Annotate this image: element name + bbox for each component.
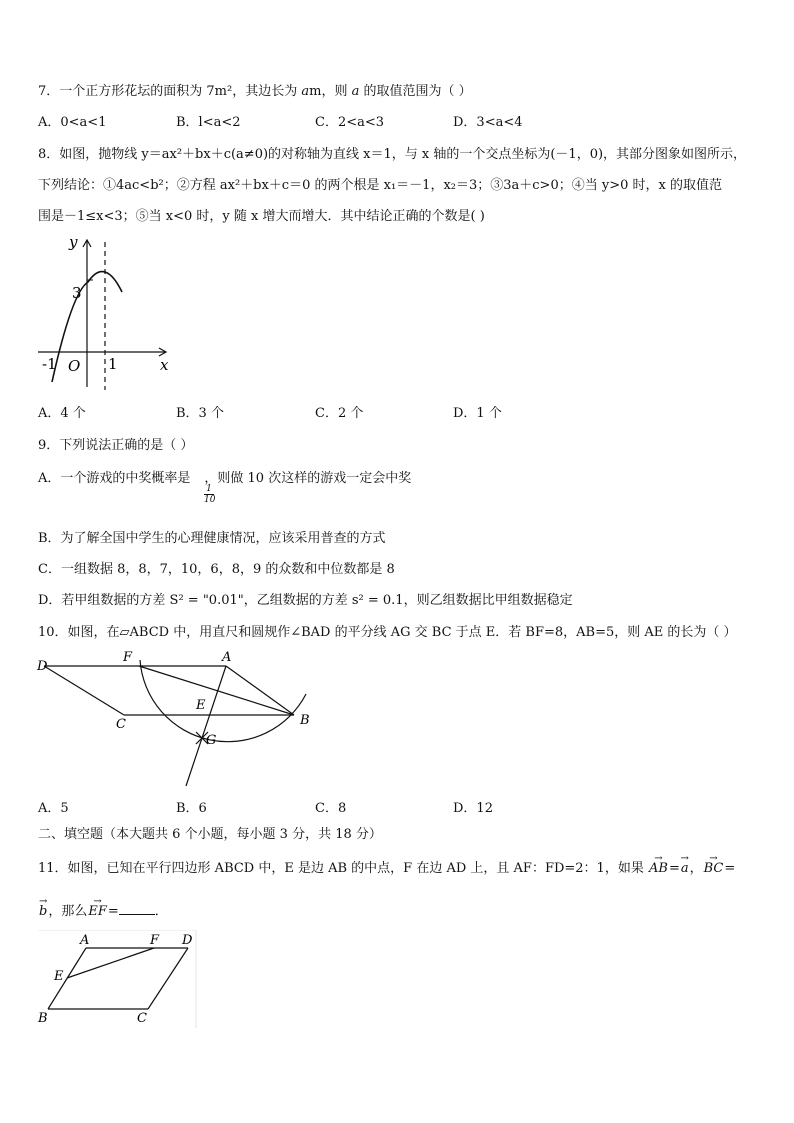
q8-stem-line1: 8．如图，抛物线 y＝ax²＋bx＋c(a≠0)的对称轴为直线 x＝1，与 x 轴的一个交点坐标为(－1，0)，其部分图象如图所示， (38, 147, 747, 162)
q8-stem-line2: 下列结论：①4ac<b²；②方程 ax²＋bx＋c＝0 的两个根是 x₁＝－1，x₂＝3；③3a＋c>0；④当 y>0 时，x 的取值范 (38, 178, 722, 193)
q8-option-c: C．2 个 (315, 406, 364, 421)
q9-option-a: A．一个游戏的中奖概率是 ，则做 10 次这样的游戏一定会中奖 (38, 471, 412, 486)
label-A: A (222, 650, 232, 665)
q8-option-b: B．3 个 (176, 406, 224, 421)
label-F: F (150, 933, 160, 948)
side-DC (44, 666, 124, 715)
q10-option-b: B．6 (176, 801, 207, 816)
q9-option-d: D．若甲组数据的方差 S² = "0.01"，乙组数据的方差 s² = 0.1，则乙组数据比甲组数据稳定 (38, 593, 573, 608)
q9-stem: 9．下列说法正确的是（ ） (38, 438, 194, 453)
q8-parabola-figure (38, 232, 178, 392)
fraction-numerator: 1 (206, 484, 212, 494)
section-heading: 二、填空题（本大题共 6 个小题，每小题 3 分，共 18 分） (38, 827, 382, 842)
vector-EF: → EF (87, 903, 108, 921)
q7-option-b: B．l<a<2 (176, 115, 241, 130)
label-C: C (137, 1011, 147, 1026)
label-three: 3 (72, 284, 82, 302)
label-E: E (54, 969, 64, 984)
q10-option-c: C．8 (315, 801, 347, 816)
q7-option-a: A．0<a<1 (38, 115, 107, 130)
label-neg-one: -1 (42, 355, 57, 373)
q10-stem: 10．如图，在▱ABCD 中，用直尺和圆规作∠BAD 的平分线 AG 交 BC 于点 E．若 BF=8，AB=5，则 AE 的长为（ ） (38, 625, 737, 640)
vector-a: → a (680, 860, 690, 878)
side-DC (148, 948, 188, 1009)
label-D: D (182, 933, 193, 948)
q8-stem-line3: 围是－1≤x<3；⑤当 x<0 时，y 随 x 增大而增大．其中结论正确的个数是( ) (38, 209, 485, 224)
label-one: 1 (108, 355, 118, 373)
q11-parallelogram-figure (36, 930, 201, 1030)
segment-FB (139, 666, 294, 715)
label-y: y (69, 233, 78, 251)
label-B: B (300, 713, 310, 728)
side-AB (226, 666, 294, 715)
q7-option-c: C．2<a<3 (315, 115, 385, 130)
vector-b: → b (38, 903, 48, 921)
q10-parallelogram-figure (36, 646, 316, 791)
fraction-denominator: 10 (204, 495, 216, 505)
q7-option-d: D．3<a<4 (453, 115, 523, 130)
answer-blank[interactable] (119, 902, 155, 915)
label-E: E (196, 698, 206, 713)
q9-fraction (204, 484, 214, 505)
q11-stem-line2: → b，那么→ EF= ． (38, 902, 168, 921)
label-A: A (80, 933, 90, 948)
compass-arc (140, 660, 306, 742)
q9-option-b: B．为了解全国中学生的心理健康情况，应该采用普查的方式 (38, 531, 386, 546)
q8-option-d: D．1 个 (453, 406, 502, 421)
label-C: C (116, 717, 126, 732)
label-D: D (37, 659, 48, 674)
label-B: B (38, 1011, 48, 1026)
label-origin: O (68, 357, 81, 375)
q11-stem-line1: 11．如图，已知在平行四边形 ABCD 中，E 是边 AB 的中点，F 在边 AD 上，且 AF：FD=2：1，如果 → AB=→ a，→ BC= (38, 860, 735, 878)
label-x: x (160, 356, 169, 374)
label-F: F (123, 650, 133, 665)
q10-option-d: D．12 (453, 801, 493, 816)
q8-option-a: A．4 个 (38, 406, 86, 421)
q9-option-c: C．一组数据 8，8，7，10，6，8，9 的众数和中位数都是 8 (38, 562, 395, 577)
segment-EF (67, 948, 154, 978)
vector-BC: → BC (703, 860, 725, 878)
vector-AB: → AB (648, 860, 669, 878)
label-G: G (206, 733, 217, 748)
bisector-AG (186, 666, 226, 786)
q7-stem: 7．一个正方形花坛的面积为 7m²，其边长为 am，则 a 的取值范围为（ ） (38, 84, 472, 99)
q10-option-a: A．5 (38, 801, 69, 816)
